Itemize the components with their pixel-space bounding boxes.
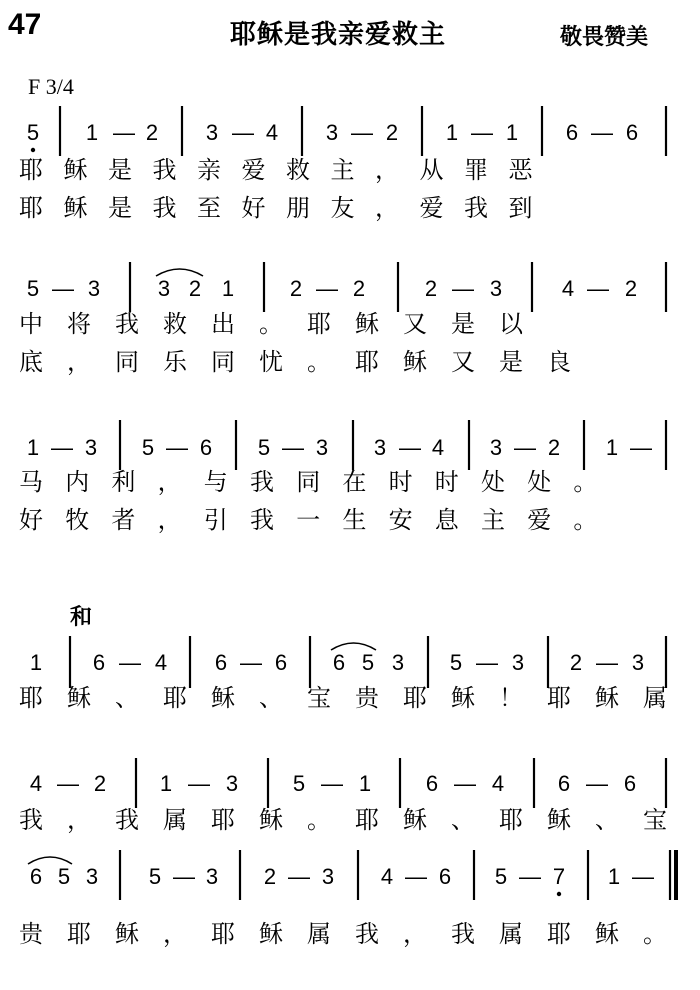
note-dash: —: [405, 864, 427, 889]
note: 2: [624, 276, 638, 301]
note: 2: [424, 276, 438, 301]
lyric-char: 属: [307, 920, 331, 948]
lyric-char: 耶: [307, 310, 331, 338]
note: 1: [505, 120, 519, 145]
note-dash: —: [321, 771, 343, 796]
lyric-char: 安: [388, 506, 413, 534]
note-dash: —: [596, 650, 618, 675]
lyric-char: 是: [108, 194, 132, 222]
note: 1: [85, 120, 99, 145]
note: 3: [225, 771, 239, 796]
lyric-char: 乐: [163, 348, 187, 376]
note: 4: [491, 771, 505, 796]
note: 7: [552, 864, 566, 889]
lyric-char: 稣: [63, 156, 88, 184]
lyric-char: 底: [19, 348, 43, 376]
note: 1: [159, 771, 173, 796]
lyric-char: 贵: [19, 920, 43, 948]
note-dash: —: [452, 276, 474, 301]
lyric-line: [0, 188, 700, 220]
lyric-char: 处: [481, 468, 505, 496]
lyric-char: 与: [203, 468, 228, 496]
lyric-char: 处: [527, 468, 552, 496]
lyric-char: 同: [115, 348, 139, 376]
note-dash: —: [632, 864, 654, 889]
slur: [156, 269, 203, 276]
lyric-char: ，: [375, 156, 399, 184]
note: 3: [205, 864, 219, 889]
note: 3: [87, 276, 101, 301]
lyric-line: [0, 150, 700, 182]
lyric-char: 耶: [19, 194, 43, 222]
lyric-char: 、: [595, 806, 619, 834]
lyric-char: 马: [19, 468, 43, 496]
note: 1: [605, 435, 619, 460]
note: 6: [425, 771, 439, 796]
note-dash: —: [454, 771, 476, 796]
note-dash: —: [587, 276, 609, 301]
note: 6: [274, 650, 288, 675]
lyric-char: 耶: [19, 156, 43, 184]
lyric-char: 主: [330, 156, 355, 184]
note-dash: —: [51, 435, 73, 460]
lyric-char: 我: [19, 806, 43, 834]
lyric-char: 从: [419, 156, 444, 184]
note: 6: [29, 864, 43, 889]
lyric-char: 耶: [67, 920, 91, 948]
lyric-char: 稣: [259, 920, 283, 948]
lyric-char: 、: [115, 684, 139, 712]
lyric-line: [0, 800, 700, 832]
lyric-char: 。: [573, 506, 598, 534]
lyric-line: [0, 462, 700, 494]
note-dash: —: [240, 650, 262, 675]
note: 2: [352, 276, 366, 301]
lyric-char: 亲: [197, 156, 221, 184]
lyric-char: 属: [643, 684, 667, 712]
lyric-char: 牧: [65, 506, 90, 534]
lyric-char: 。: [307, 348, 331, 376]
note: 6: [332, 650, 346, 675]
octave-dot: [557, 892, 561, 896]
note-dash: —: [166, 435, 188, 460]
lyric-char: 耶: [499, 806, 523, 834]
note: 1: [445, 120, 459, 145]
lyric-char: 恶: [508, 156, 533, 184]
lyric-char: 至: [197, 194, 221, 222]
lyric-char: 属: [163, 806, 187, 834]
note: 6: [565, 120, 579, 145]
note: 2: [569, 650, 583, 675]
note: 5: [494, 864, 508, 889]
lyric-char: 时: [434, 468, 459, 496]
note-dash: —: [288, 864, 310, 889]
note: 3: [631, 650, 645, 675]
note: 5: [361, 650, 375, 675]
lyric-char: 良: [547, 348, 571, 376]
note: 4: [561, 276, 575, 301]
note: 5: [26, 120, 40, 145]
lyric-char: 利: [111, 468, 136, 496]
note: 3: [373, 435, 387, 460]
lyric-char: 是: [108, 156, 132, 184]
note: 2: [145, 120, 159, 145]
lyric-char: 稣: [403, 806, 427, 834]
lyric-char: 耶: [355, 806, 379, 834]
lyric-char: 稣: [67, 684, 91, 712]
note: 3: [157, 276, 171, 301]
lyric-char: 者: [111, 506, 136, 534]
lyric-char: 稣: [259, 806, 283, 834]
note-dash: —: [399, 435, 421, 460]
lyric-char: 稣: [115, 920, 139, 948]
lyric-char: 好: [241, 194, 266, 222]
slur: [331, 643, 376, 650]
lyric-char: ，: [67, 806, 91, 834]
lyric-char: 将: [67, 310, 91, 338]
lyric-char: 以: [499, 310, 523, 338]
note: 6: [199, 435, 213, 460]
lyric-char: 一: [296, 506, 321, 534]
note-dash: —: [351, 120, 373, 145]
lyric-char: 是: [499, 348, 523, 376]
lyric-char: 生: [342, 506, 367, 534]
lyric-char: 、: [259, 684, 283, 712]
lyric-char: 稣: [355, 310, 379, 338]
note-dash: —: [316, 276, 338, 301]
lyric-char: 。: [307, 806, 331, 834]
lyric-char: 稣: [211, 684, 235, 712]
lyric-char: 忧: [259, 348, 283, 376]
lyric-char: 我: [250, 506, 274, 534]
note-dash: —: [476, 650, 498, 675]
lyric-char: 我: [152, 156, 177, 184]
note: 2: [289, 276, 303, 301]
note: 3: [489, 276, 503, 301]
lyric-char: 稣: [451, 684, 475, 712]
lyric-char: 罪: [464, 156, 488, 184]
lyric-char: 我: [115, 806, 139, 834]
note-dash: —: [52, 276, 74, 301]
slur: [28, 857, 72, 864]
note: 5: [257, 435, 271, 460]
hymn-category: 敬畏赞美: [560, 25, 649, 50]
lyric-char: 。: [573, 468, 598, 496]
note: 3: [391, 650, 405, 675]
lyric-char: ，: [157, 468, 182, 496]
lyric-char: 耶: [355, 348, 379, 376]
lyric-char: 耶: [547, 920, 571, 948]
lyric-char: 我: [152, 194, 177, 222]
note: 6: [438, 864, 452, 889]
lyric-char: 、: [451, 806, 475, 834]
note: 3: [84, 435, 98, 460]
note: 5: [148, 864, 162, 889]
lyric-char: 爱: [241, 156, 266, 184]
lyric-char: 息: [434, 506, 459, 534]
lyric-char: 爱: [527, 506, 552, 534]
note: 4: [265, 120, 279, 145]
lyric-char: 稣: [595, 920, 619, 948]
lyric-char: 好: [19, 506, 43, 534]
lyric-char: 耶: [547, 684, 571, 712]
lyric-char: 耶: [403, 684, 427, 712]
lyric-char: 宝: [643, 806, 667, 834]
lyric-char: 耶: [163, 684, 187, 712]
lyric-char: 耶: [19, 684, 43, 712]
note: 5: [449, 650, 463, 675]
lyric-char: 救: [163, 310, 187, 338]
lyric-char: ，: [67, 348, 91, 376]
note: 1: [26, 435, 40, 460]
lyric-char: 稣: [595, 684, 619, 712]
lyric-line: [0, 304, 700, 336]
note-dash: —: [188, 771, 210, 796]
lyric-line: [0, 500, 700, 532]
note: 1: [29, 650, 43, 675]
lyric-char: 同: [211, 348, 235, 376]
note: 5: [141, 435, 155, 460]
note: 4: [29, 771, 43, 796]
lyric-char: 稣: [403, 348, 427, 376]
lyric-char: 友: [330, 194, 355, 222]
lyric-char: ，: [403, 920, 427, 948]
lyric-char: 引: [203, 506, 228, 534]
lyric-char: 朋: [286, 194, 310, 222]
lyric-char: 我: [464, 194, 488, 222]
key-signature: F 3/4: [28, 74, 74, 99]
note: 3: [205, 120, 219, 145]
lyric-char: ，: [375, 194, 399, 222]
note-dash: —: [119, 650, 141, 675]
lyric-char: 到: [508, 194, 533, 222]
lyric-char: 我: [115, 310, 139, 338]
note-dash: —: [173, 864, 195, 889]
lyric-char: 宝: [307, 684, 331, 712]
note: 1: [607, 864, 621, 889]
lyric-char: 在: [342, 468, 367, 496]
lyric-char: 属: [499, 920, 523, 948]
note: 1: [358, 771, 372, 796]
lyric-char: 时: [388, 468, 413, 496]
lyric-char: 我: [250, 468, 274, 496]
lyric-char: 主: [481, 506, 505, 534]
lyric-char: 稣: [547, 806, 571, 834]
note: 2: [263, 864, 277, 889]
note-dash: —: [630, 435, 652, 460]
lyric-char: 我: [451, 920, 475, 948]
note: 6: [623, 771, 637, 796]
note: 4: [431, 435, 445, 460]
lyric-line: [0, 678, 700, 710]
note-dash: —: [57, 771, 79, 796]
lyric-char: 耶: [211, 920, 235, 948]
note: 3: [511, 650, 525, 675]
lyric-char: 。: [259, 310, 283, 338]
note-dash: —: [586, 771, 608, 796]
note: 2: [547, 435, 561, 460]
note-dash: —: [471, 120, 493, 145]
refrain-label: 和: [70, 605, 93, 630]
note: 3: [489, 435, 503, 460]
note: 6: [92, 650, 106, 675]
note: 6: [214, 650, 228, 675]
lyric-char: 爱: [419, 194, 444, 222]
lyric-char: 。: [643, 920, 667, 948]
note: 1: [221, 276, 235, 301]
note-dash: —: [514, 435, 536, 460]
note-dash: —: [519, 864, 541, 889]
note: 5: [57, 864, 71, 889]
note: 4: [154, 650, 168, 675]
lyric-char: 同: [296, 468, 321, 496]
note: 2: [188, 276, 202, 301]
hymn-title: 耶稣是我亲爱救主: [230, 20, 447, 50]
hymn-number: 47: [8, 8, 42, 41]
lyric-char: 稣: [63, 194, 88, 222]
lyric-char: 救: [286, 156, 310, 184]
lyric-char: 中: [19, 310, 43, 338]
note-dash: —: [113, 120, 135, 145]
note: 3: [321, 864, 335, 889]
note: 5: [26, 276, 40, 301]
lyric-char: 内: [65, 468, 90, 496]
lyric-char: 是: [451, 310, 475, 338]
lyric-char: ，: [163, 920, 187, 948]
lyric-char: 耶: [211, 806, 235, 834]
lyric-line: [0, 342, 700, 374]
lyric-char: 又: [403, 310, 427, 338]
note: 2: [93, 771, 107, 796]
lyric-char: 出: [211, 310, 235, 338]
lyric-char: 又: [451, 348, 475, 376]
note: 4: [380, 864, 394, 889]
note: 5: [292, 771, 306, 796]
note-dash: —: [232, 120, 254, 145]
note: 3: [85, 864, 99, 889]
lyric-char: ！: [499, 684, 523, 712]
note: 2: [385, 120, 399, 145]
note: 3: [315, 435, 329, 460]
lyric-line: [0, 914, 700, 946]
lyric-char: 我: [355, 920, 379, 948]
lyric-char: ，: [157, 506, 182, 534]
lyric-char: 贵: [355, 684, 379, 712]
note: 6: [625, 120, 639, 145]
note: 3: [325, 120, 339, 145]
note: 6: [557, 771, 571, 796]
note-dash: —: [591, 120, 613, 145]
note-dash: —: [282, 435, 304, 460]
